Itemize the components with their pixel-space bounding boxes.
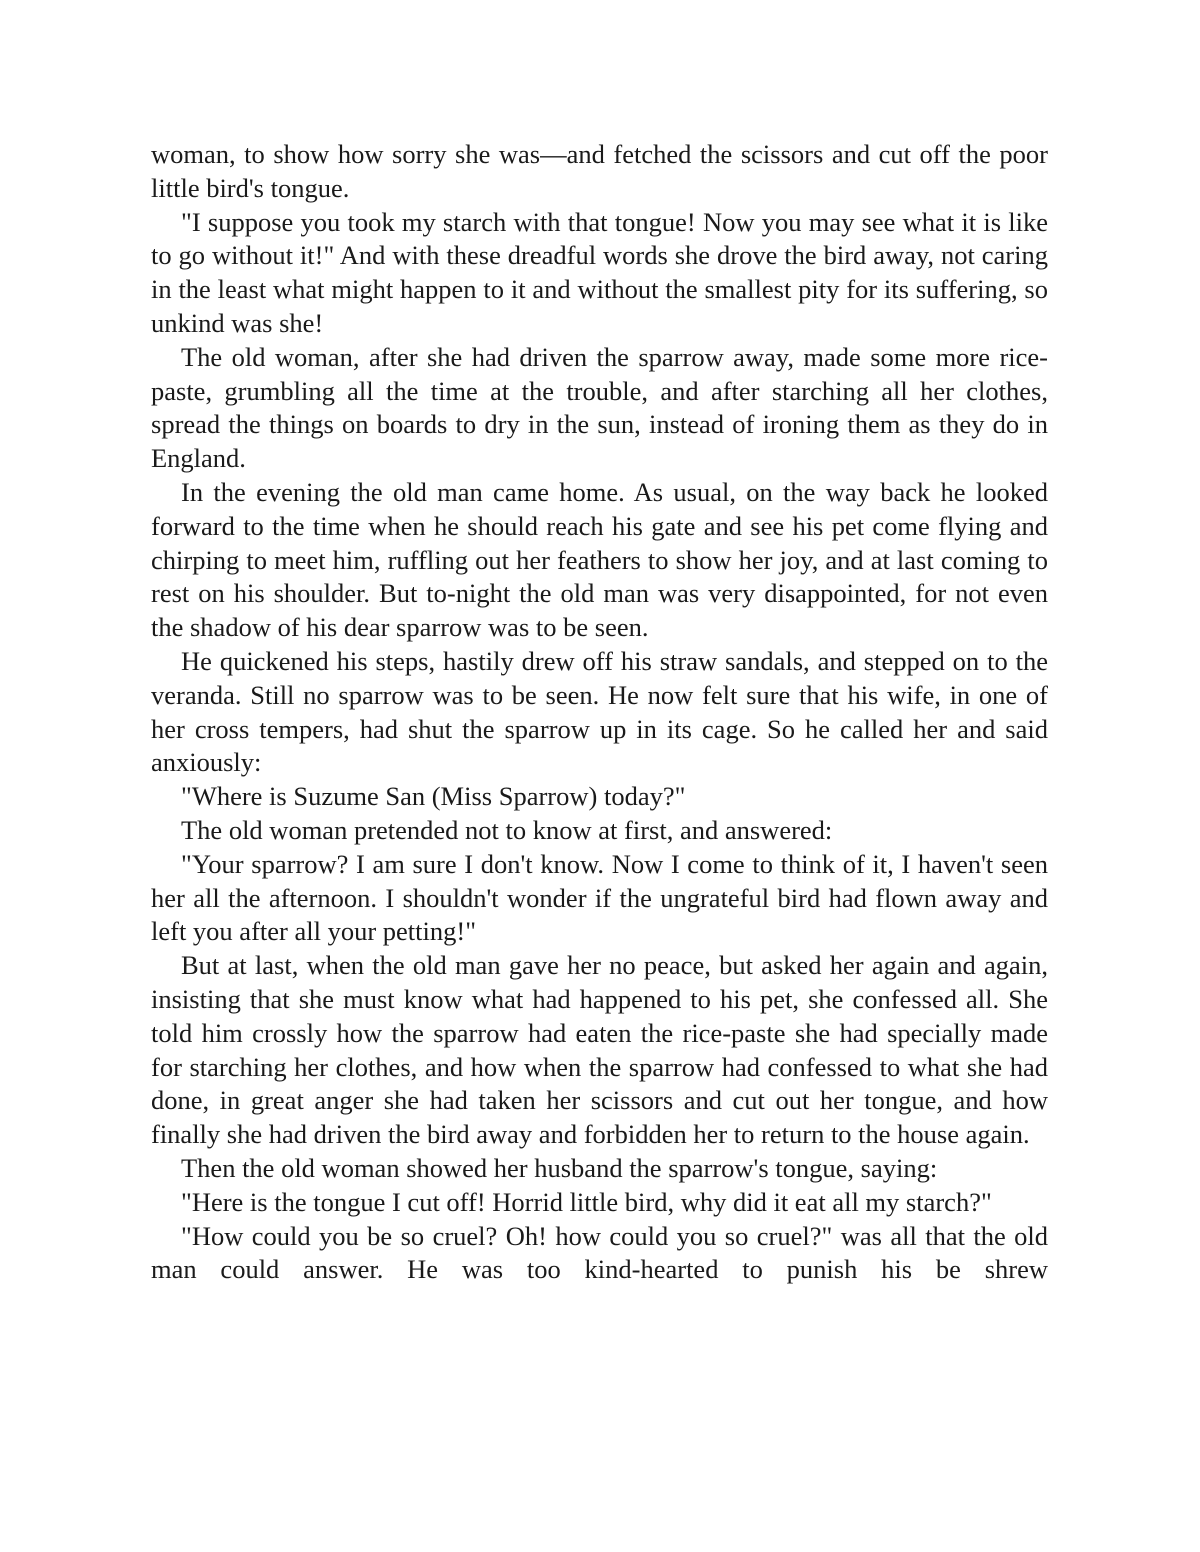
- paragraph-7: The old woman pretended not to know at first, and answered:: [181, 814, 833, 845]
- paragraph-1: woman, to show how sorry she was—and fetched the scissors and cut off the poor little bird's tongue.: [151, 139, 1048, 203]
- paragraph-11: "Here is the tongue I cut off! Horrid little bird, why did it eat all my starch?": [181, 1186, 992, 1217]
- paragraph-10: Then the old woman showed her husband the sparrow's tongue, saying:: [181, 1152, 938, 1183]
- paragraph-6: "Where is Suzume San (Miss Sparrow) today?": [181, 781, 686, 812]
- paragraph-5: He quickened his steps, hastily drew off his straw sandals, and stepped on to the veranda. Still no sparrow was to be seen. He now felt sure that his wife, in one of her cross tempers, had shut the sparrow up in its cage. So he called her and said anxiously:: [151, 645, 1048, 778]
- paragraph-8: "Your sparrow? I am sure I don't know. Now I come to think of it, I haven't seen her all the afternoon. I shouldn't wonder if the ungrateful bird had flown away and left you after all your petting!": [151, 848, 1048, 947]
- paragraph-9: But at last, when the old man gave her no peace, but asked her again and again, insisting that she must know what had happened to his pet, she confessed all. She told him crossly how the sparrow had eaten the rice-paste she had specially made for starching her clothes, and how when the sparrow had confessed to what she had done, in great anger she had taken her scissors and cut out her tongue, and how finally she had driven the bird away and forbidden her to return to the house again.: [151, 950, 1048, 1150]
- paragraph-4: In the evening the old man came home. As usual, on the way back he looked forward to the time when he should reach his gate and see his pet come flying and chirping to meet him, ruffling out her feathers to show her joy, and at last coming to rest on his shoulder. But to-night the old man was very disappointed, for not even the shadow of his dear sparrow was to be seen.: [151, 476, 1048, 643]
- book-page: [151, 138, 1048, 1287]
- paragraph-2: "I suppose you took my starch with that tongue! Now you may see what it is like to go without it!" And with these dreadful words she drove the bird away, not caring in the least what might happen to it and without the smallest pity for its suffering, so unkind was she!: [151, 206, 1048, 338]
- paragraph-3: The old woman, after she had driven the sparrow away, made some more rice-paste, grumbling all the time at the trouble, and after starching all her clothes, spread the things on boards to dry in the sun, instead of ironing them as they do in England.: [151, 341, 1048, 474]
- paragraph-12: "How could you be so cruel? Oh! how could you so cruel?" was all that the old man could answer. He was too kind-hearted to punish his be shrew: [151, 1220, 1048, 1285]
